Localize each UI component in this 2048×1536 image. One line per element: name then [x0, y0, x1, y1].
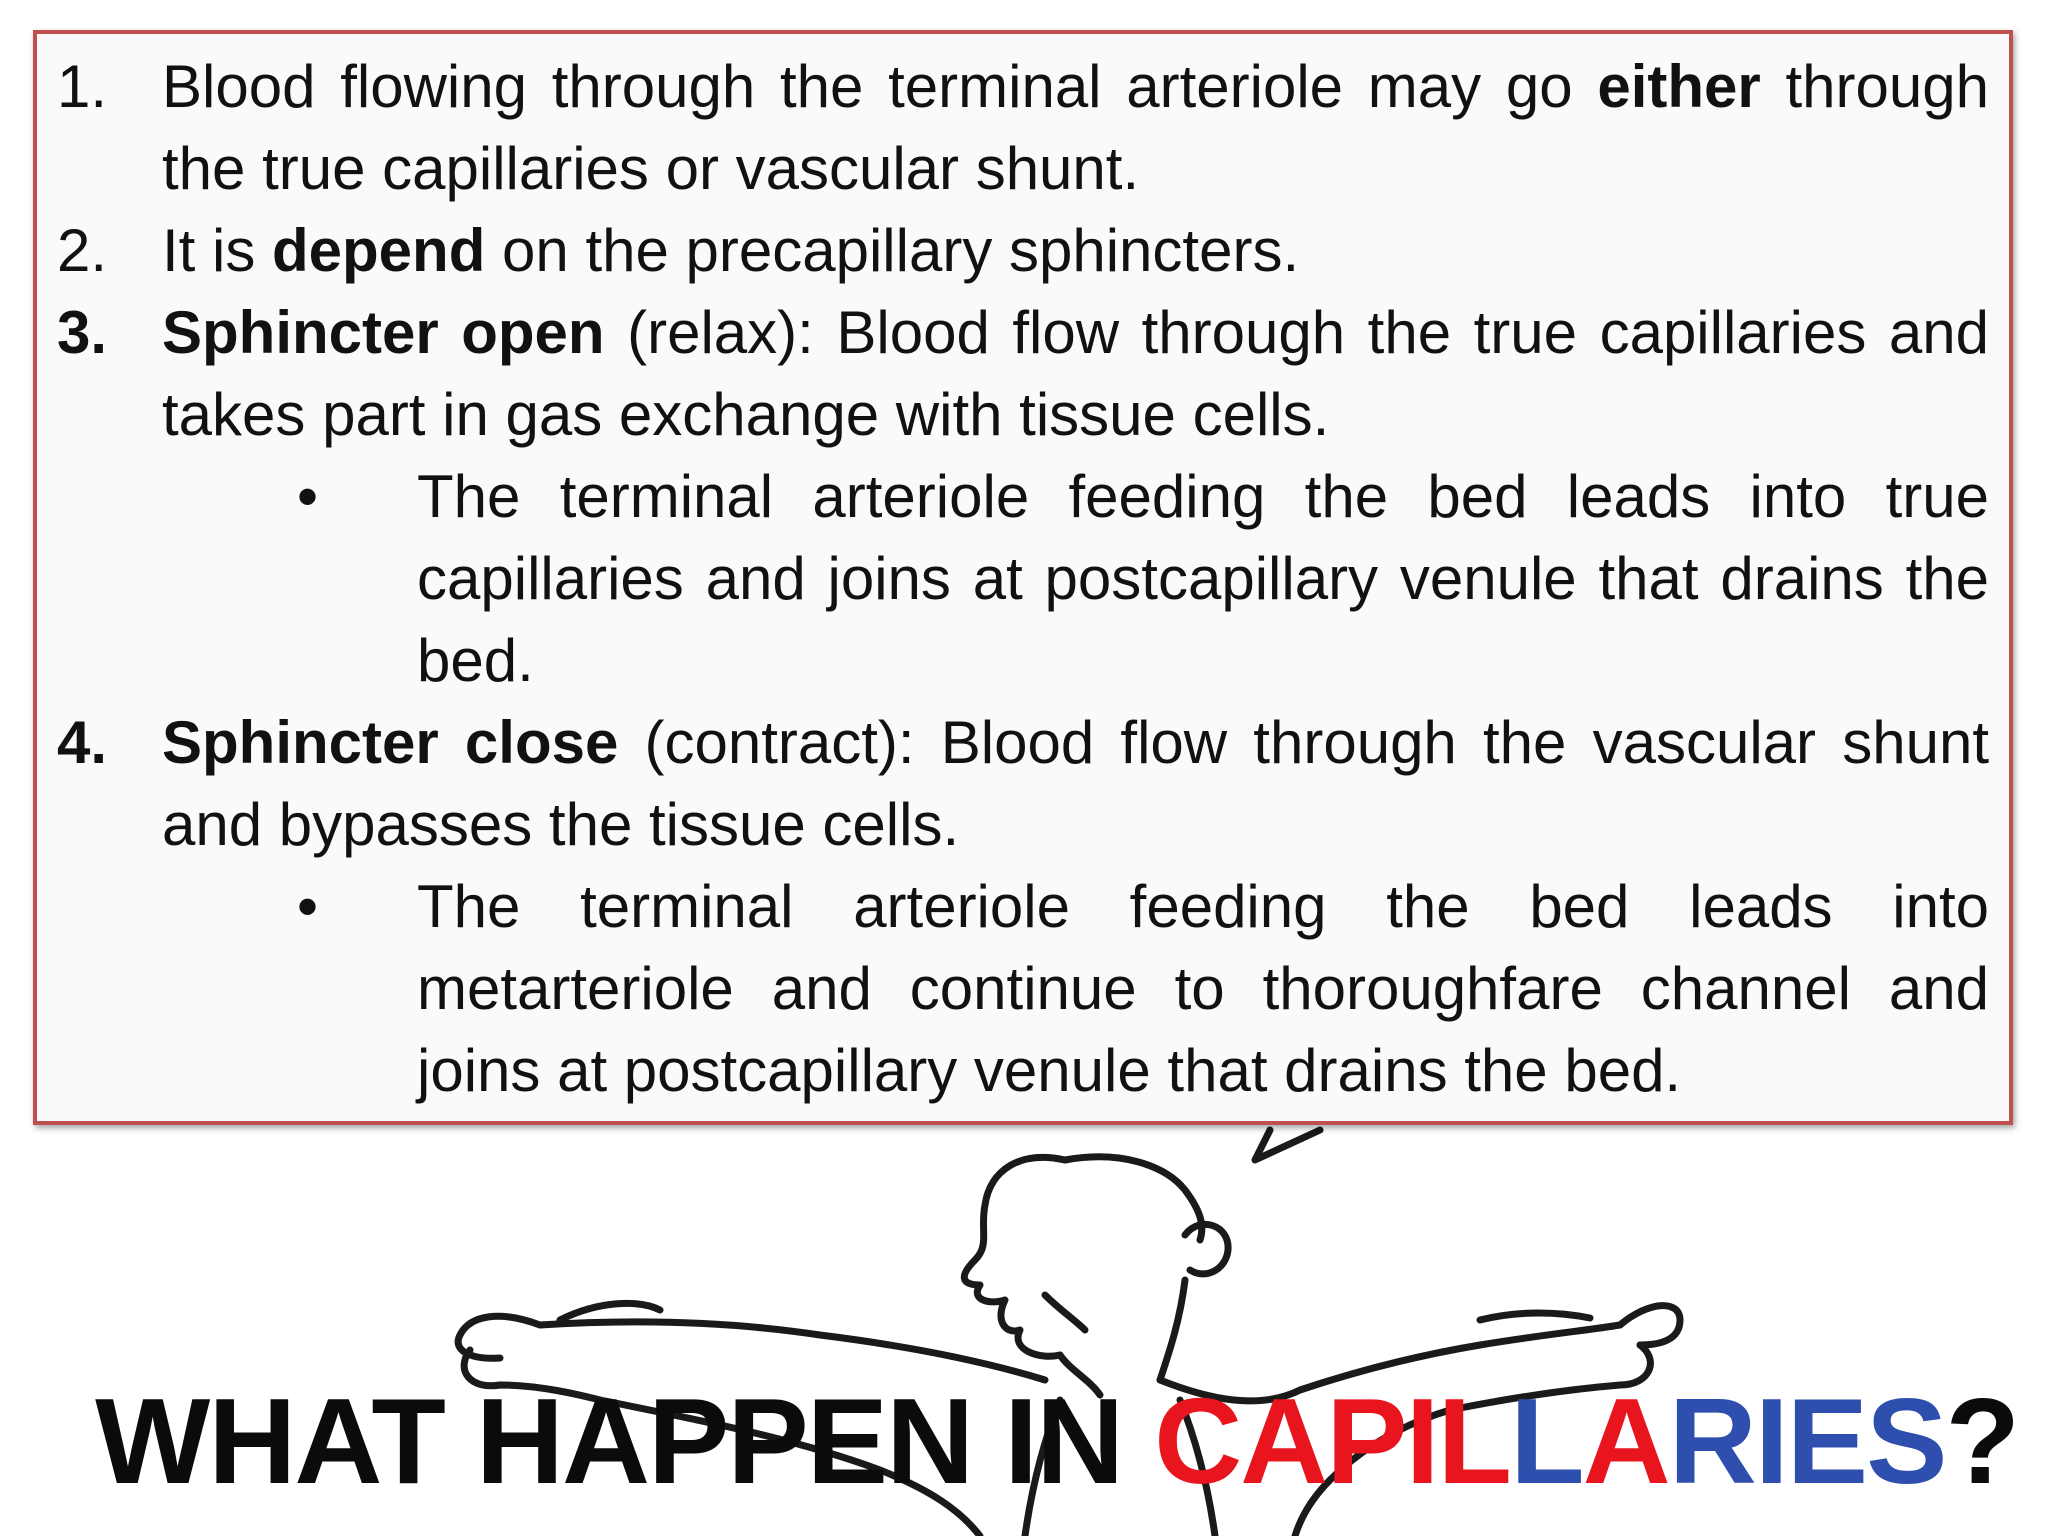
sub-bullet-text: The terminal arteriole feeding the bed leads into true capillaries and joins at postcapillary venule that drains the bed.: [417, 463, 1989, 694]
slide-title: [0, 1373, 2048, 1509]
list-item-1: [57, 46, 1989, 210]
list-number: 3.: [57, 299, 108, 366]
text-run: on the precapillary sphincters.: [485, 217, 1300, 284]
list-item-3: [57, 292, 1989, 456]
text-run: through the true capillaries or vascular shunt.: [162, 53, 1989, 202]
title-text: WHAT HAPPEN IN: [95, 1373, 1155, 1509]
sub-bullet-3: [57, 456, 1989, 702]
title-text: ?: [1945, 1373, 2018, 1509]
text-run: It is: [162, 217, 273, 284]
bullet-icon: •: [297, 463, 319, 530]
title-text: RIES: [1668, 1373, 1946, 1509]
list-text: [162, 210, 1989, 292]
emphasis-text: Sphincter close: [162, 709, 619, 776]
list-item-4: [57, 702, 1989, 866]
list-number: 2.: [57, 217, 108, 284]
list-item-2: [57, 210, 1989, 292]
text-run: (contract): Blood flow through the vascular shunt and bypasses the tissue cells.: [162, 709, 1989, 858]
list-text: [162, 702, 1989, 866]
sub-bullet-4: [57, 866, 1989, 1112]
bullet-icon: •: [297, 873, 319, 940]
emphasis-text: Sphincter open: [162, 299, 605, 366]
list-number: 4.: [57, 709, 108, 776]
title-text: A: [1582, 1373, 1669, 1509]
title-text: CAPIL: [1154, 1373, 1511, 1509]
list-text: [162, 46, 1989, 210]
list-number: 1.: [57, 53, 108, 120]
sub-bullet-text: The terminal arteriole feeding the bed leads into metarteriole and continue to thoroughfare channel and joins at postcapillary venule that drains the bed.: [417, 873, 1989, 1104]
emphasis-text: either: [1597, 53, 1761, 120]
emphasis-text: depend: [272, 217, 486, 284]
text-run: Blood flowing through the terminal arteriole may go: [162, 53, 1598, 120]
list-text: [162, 292, 1989, 456]
text-run: (relax): Blood flow through the true capillaries and takes part in gas exchange with tissue cells.: [162, 299, 1990, 448]
title-text: L: [1510, 1373, 1583, 1509]
content-box: [33, 30, 2013, 1125]
